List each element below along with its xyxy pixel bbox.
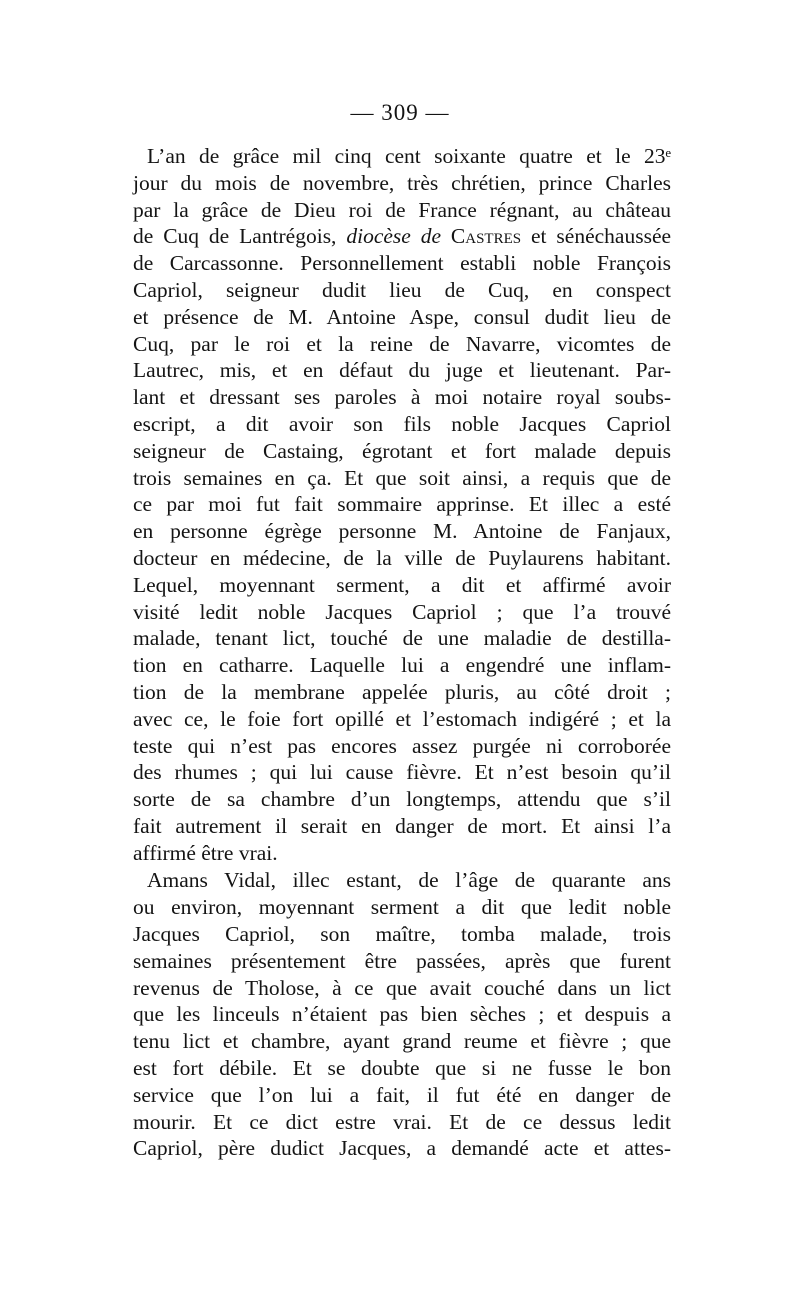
text-line: tenu lict et chambre, ayant grand reume et fièvre ; que <box>133 1029 671 1054</box>
text-line: que les linceuls n’étaient pas bien sèches ; et despuis a <box>133 1002 671 1027</box>
text-line: revenus de Tholose, à ce que avait couché dans un lict <box>133 975 671 1000</box>
italic-segment: diocèse de <box>346 224 442 249</box>
text-line: fait autrement il serait en danger de mort. Et ainsi l’a <box>133 813 671 838</box>
paragraph-deposition-father <box>133 143 671 867</box>
text-line: seigneur de Castaing, égrotant et fort malade depuis <box>133 438 671 463</box>
text-line: Capriol, seigneur dudit lieu de Cuq, en conspect <box>133 277 671 302</box>
text-segment: et sénéchaussée <box>531 224 672 249</box>
text-line: sorte de sa chambre d’un longtemps, attendu que s’il <box>133 787 671 812</box>
text-line: jour du mois de novembre, très chrétien, prince Charles <box>133 170 671 195</box>
text-line: de Carcassonne. Personnellement establi noble François <box>133 251 671 276</box>
text-line: service que l’on lui a fait, il fut été en danger de <box>133 1082 671 1107</box>
text-line: des rhumes ; qui lui cause fièvre. Et n’est besoin qu’il <box>133 760 671 785</box>
text-line: trois semaines en ça. Et que soit ainsi, a requis que de <box>133 465 671 490</box>
text-line: docteur en médecine, de la ville de Puylaurens habitant. <box>133 545 671 570</box>
text-line: Lautrec, mis, et en défaut du juge et lieutenant. Par- <box>133 358 671 383</box>
text-line: tion en catharre. Laquelle lui a engendré une inflam- <box>133 653 671 678</box>
page-number: — 309 — <box>350 100 450 125</box>
text-line <box>133 223 671 250</box>
text-line: et présence de M. Antoine Aspe, consul dudit lieu de <box>133 304 671 329</box>
text-line: affirmé être vrai. <box>133 840 278 865</box>
text-line: tion de la membrane appelée pluris, au côté droit ; <box>133 679 671 704</box>
text-segment: de Cuq de Lantrégois, <box>133 224 337 249</box>
text-line: mourir. Et ce dict estre vrai. Et de ce dessus ledit <box>133 1109 671 1134</box>
text-line: Jacques Capriol, son maître, tomba malade, trois <box>133 922 671 946</box>
text-line: escript, a dit avoir son fils noble Jacques Capriol <box>133 411 671 436</box>
text-line: semaines présentement être passées, après que furent <box>133 948 671 973</box>
text-line: Amans Vidal, illec estant, de l’âge de quarante ans <box>147 868 671 893</box>
text-line: visité ledit noble Jacques Capriol ; que l’a trouvé <box>133 599 671 624</box>
text-line: par la grâce de Dieu roi de France régnant, au château <box>133 197 671 222</box>
text-line: avec ce, le foie fort opillé et l’estomach indigéré ; et la <box>133 706 671 731</box>
smallcaps-segment: Castres <box>450 224 522 249</box>
body-text <box>133 143 671 1162</box>
text-line: malade, tenant lict, touché de une maladie de destilla- <box>133 626 671 651</box>
text-line: en personne égrège personne M. Antoine de Fanjaux, <box>133 519 671 544</box>
text-line: teste qui n’est pas encores assez purgée ni corroborée <box>133 733 671 758</box>
paragraph-deposition-servant <box>133 867 671 1162</box>
text-line: ou environ, moyennant serment a dit que ledit noble <box>133 895 671 920</box>
text-line: L’an de grâce mil cinq cent soixante quatre et le 23ᵉ <box>147 144 671 168</box>
text-line: lant et dressant ses paroles à moi notaire royal soubs- <box>133 385 671 410</box>
text-line: Cuq, par le roi et la reine de Navarre, vicomtes de <box>133 331 671 356</box>
text-line: ce par moi fut fait sommaire apprinse. Et illec a esté <box>133 492 671 517</box>
text-line: est fort débile. Et se doubte que si ne fusse le bon <box>133 1055 671 1080</box>
text-line: Capriol, père dudict Jacques, a demandé acte et attes- <box>133 1136 671 1161</box>
text-line: Lequel, moyennant serment, a dit et affirmé avoir <box>133 572 671 597</box>
